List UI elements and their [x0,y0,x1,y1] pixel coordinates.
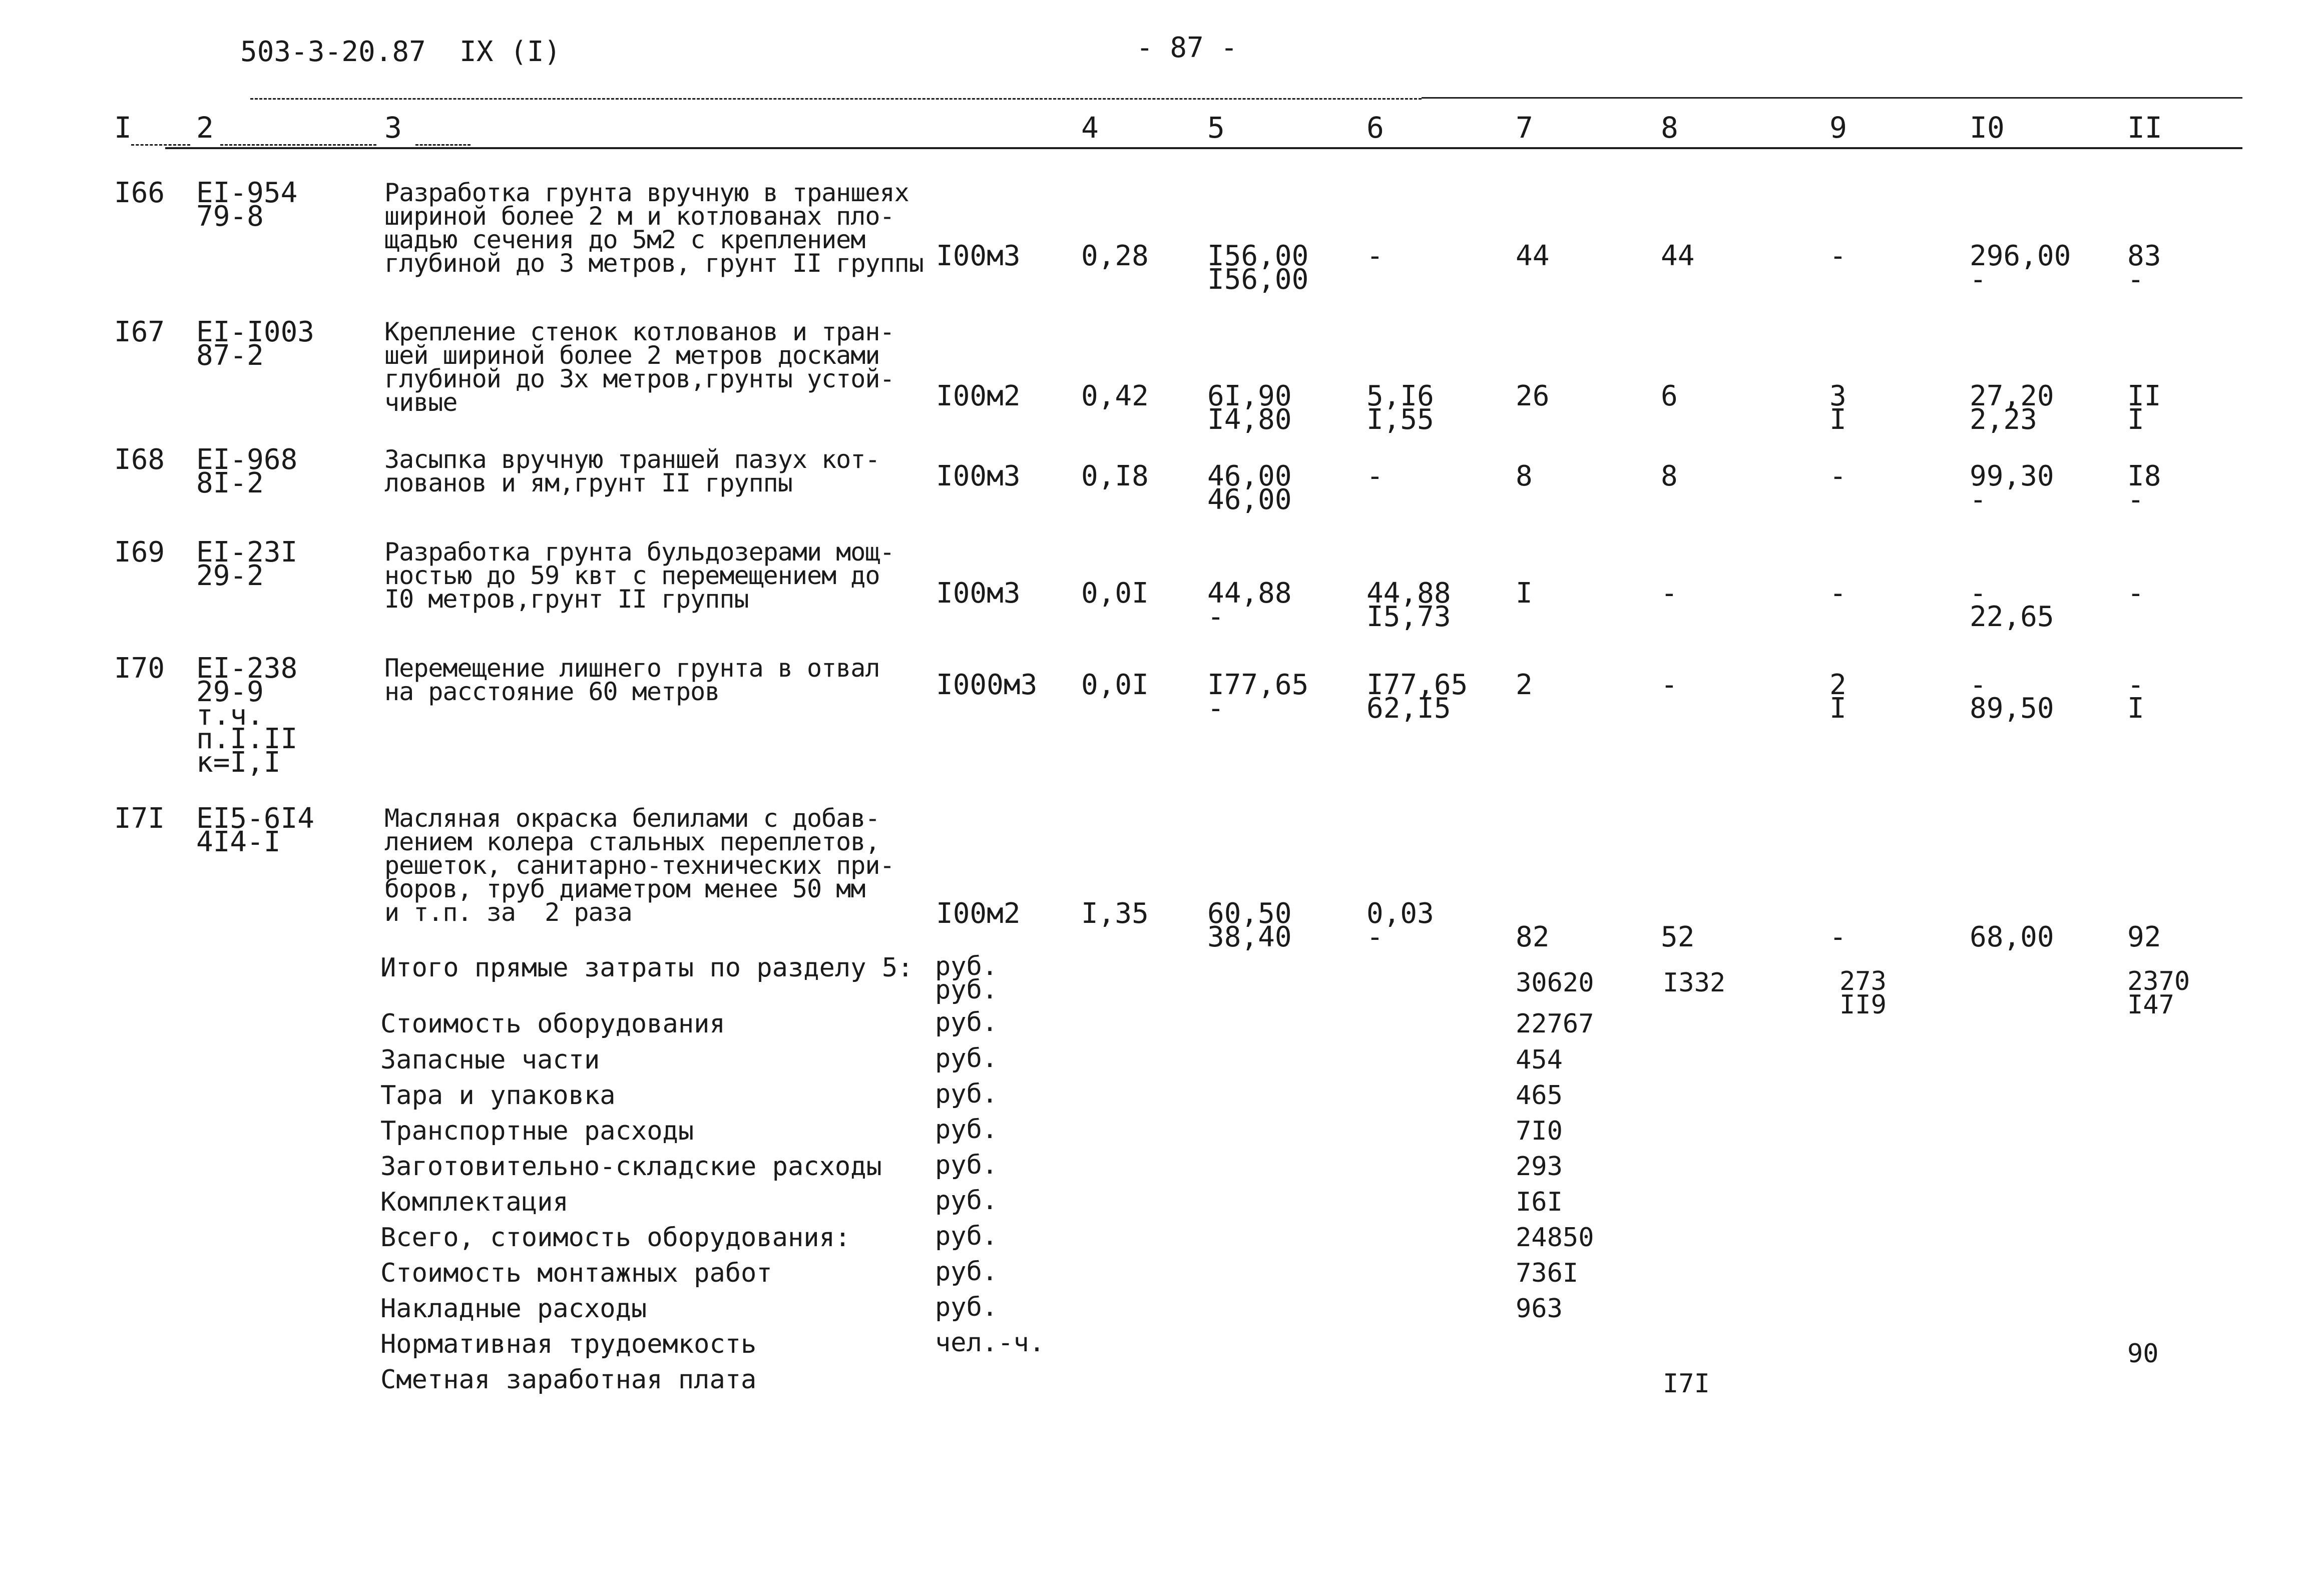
summary-total: 465 [1516,1081,1563,1111]
work-description: Засыпка вручную траншей пазух кот- лованов и ям,грунт II группы [384,445,880,497]
quantity: 0,42 [1081,380,1149,412]
work-description: Масляная окраска белилами с добав- лением колера стальных переплетов, решеток, санитарно-технических при- боров, труб диаметром менее 50 мм и т.п. за 2 раза [384,804,894,927]
unit-cost: 44,88 - [1207,577,1292,633]
total-cost: 8 [1516,460,1533,492]
labor-total: 92 [2127,921,2161,953]
summary-unit: руб. [935,1150,998,1180]
labor-total: - I [2127,669,2144,725]
rate-code: EI-23I 29-2 [196,536,298,592]
machine-cost: - [1366,460,1383,492]
unit-cost: 60,50 38,40 [1207,897,1292,953]
column-number-7: 7 [1516,111,1533,145]
column-number-4: 4 [1081,111,1099,145]
column-number-10: I0 [1970,111,2005,145]
column-number-5: 5 [1207,111,1225,145]
summary-total: 736I [1516,1258,1579,1288]
unit-of-measure: I00м3 [936,460,1021,492]
row-number: I66 [114,177,165,209]
summary-label: Сметная заработная плата [380,1365,757,1395]
summary-unit: руб. [935,1292,998,1322]
row-number: I69 [114,536,165,569]
summary-label: Запасные части [380,1045,600,1075]
header-bottom-rule [165,147,2242,149]
labor-total: I8 - [2127,460,2161,516]
wages-cost: 52 [1661,921,1695,953]
summary-label: Накладные расходы [380,1294,647,1324]
top-rule-dashed [250,98,1422,100]
summary-total: 454 [1516,1045,1563,1075]
column-number-9: 9 [1829,111,1847,145]
work-description: Разработка грунта вручную в траншеях шириной более 2 м и котлованах пло- щадью сечения до 5м2 с креплением глубиной до 3 метров, грунт II группы [384,178,924,278]
machine-total: 2 I [1829,669,1847,725]
work-description: Перемещение лишнего грунта в отвал на расстояние 60 метров [384,654,880,706]
total-cost: 26 [1516,380,1550,412]
summary-label: Стоимость оборудования [380,1009,725,1039]
summary-unit: руб. [935,1221,998,1251]
summary-wages: I7I [1663,1369,1710,1399]
column-number-2: 2 [196,111,214,145]
summary-unit: руб. [935,1043,998,1074]
machine-total: 3 I [1829,380,1847,436]
top-rule [1422,97,2242,99]
summary-label: Стоимость монтажных работ [380,1258,772,1288]
quantity: 0,0I [1081,669,1149,701]
summary-total: 22767 [1516,1009,1594,1039]
row-number: I68 [114,443,165,476]
labor-per-unit: 27,20 2,23 [1970,380,2054,436]
total-cost: 82 [1516,921,1550,953]
summary-total: 24850 [1516,1223,1594,1253]
row-number: I70 [114,652,165,685]
machine-total: - [1829,921,1847,953]
work-description: Крепление стенок котлованов и тран- шей шириной более 2 метров досками глубиной до 3х метров,грунты устой- чивые [384,317,894,417]
header-leader-1 [131,144,190,146]
rate-code: EI5-6I4 4I4-I [196,802,315,858]
wages-cost: 6 [1661,380,1678,412]
section-label: IX (I) [459,36,561,68]
unit-of-measure: I00м3 [936,240,1021,272]
row-number: I67 [114,316,165,348]
machine-cost: 5,I6 I,55 [1366,380,1434,436]
machine-total: - [1829,240,1847,272]
wages-cost: - [1661,669,1678,701]
summary-unit: чел.-ч. [935,1328,1045,1358]
summary-unit: руб. [935,1186,998,1216]
total-cost: 44 [1516,240,1550,272]
unit-of-measure: I00м2 [936,380,1021,412]
summary-label: Нормативная трудоемкость [380,1329,757,1359]
machine-cost: I77,65 62,I5 [1366,669,1468,725]
header-leader-2 [220,144,376,146]
machine-cost: 0,03 - [1366,897,1434,953]
rate-code: EI-954 79-8 [196,177,298,233]
quantity: 0,I8 [1081,460,1149,492]
summary-total: 293 [1516,1152,1563,1182]
machine-total: - [1829,577,1847,610]
column-number-8: 8 [1661,111,1678,145]
unit-of-measure: I00м2 [936,897,1021,930]
summary-total: I6I [1516,1187,1563,1217]
labor-total: - [2127,577,2144,610]
summary-total: 7I0 [1516,1116,1563,1146]
labor-per-unit: 99,30 - [1970,460,2054,516]
unit-of-measure: I000м3 [936,669,1038,701]
labor-per-unit: - 22,65 [1970,577,2054,633]
summary-wages: I332 [1663,968,1726,998]
rate-code: EI-968 8I-2 [196,443,298,499]
wages-cost: 8 [1661,460,1678,492]
summary-unit: руб. [935,1115,998,1145]
quantity: 0,0I [1081,577,1149,610]
column-number-11: II [2127,111,2162,145]
summary-label: Итого прямые затраты по разделу 5: [380,953,913,983]
summary-label: Комплектация [380,1187,569,1217]
wages-cost: - [1661,577,1678,610]
total-cost: I [1516,577,1533,610]
wages-cost: 44 [1661,240,1695,272]
summary-unit: руб. руб. [935,951,998,1005]
unit-cost: I56,00 I56,00 [1207,240,1309,296]
summary-label: Тара и упаковка [380,1081,616,1111]
machine-cost: - [1366,240,1383,272]
labor-per-unit: 68,00 [1970,921,2054,953]
unit-cost: I77,65 - [1207,669,1309,725]
summary-total: 963 [1516,1294,1563,1324]
summary-label: Заготовительно-складские расходы [380,1152,882,1182]
column-number-1: I [114,111,132,145]
unit-cost: 46,00 46,00 [1207,460,1292,516]
total-cost: 2 [1516,669,1533,701]
summary-unit: руб. [935,1007,998,1037]
summary-unit: руб. [935,1079,998,1109]
summary-machine: 273 II9 [1839,966,1887,1020]
rate-code: EI-238 29-9 т.ч. п.I.II к=I,I [196,652,298,779]
summary-label: Транспортные расходы [380,1116,694,1146]
rate-code: EI-I003 87-2 [196,316,315,372]
labor-total: 83 - [2127,240,2161,296]
unit-cost: 6I,90 I4,80 [1207,380,1292,436]
doc-code: 503-3-20.87 [240,36,426,68]
quantity: 0,28 [1081,240,1149,272]
row-number: I7I [114,802,165,835]
machine-cost: 44,88 I5,73 [1366,577,1451,633]
unit-of-measure: I00м3 [936,577,1021,610]
summary-label: Всего, стоимость оборудования: [380,1223,851,1253]
header-leader-3 [415,144,471,146]
quantity: I,35 [1081,897,1149,930]
column-number-6: 6 [1366,111,1384,145]
summary-unit: руб. [935,1257,998,1287]
labor-total: II I [2127,380,2161,436]
summary-total: 30620 [1516,968,1594,998]
labor-per-unit: - 89,50 [1970,669,2054,725]
column-number-3: 3 [384,111,402,145]
summary-labor: 90 [2127,1339,2159,1369]
labor-per-unit: 296,00 - [1970,240,2071,296]
work-description: Разработка грунта бульдозерами мощ- ностью до 59 квт с перемещением до I0 метров,грунт II группы [384,538,894,614]
machine-total: - [1829,460,1847,492]
page-number: - 87 - [1136,32,1238,64]
summary-labor: 2370 I47 [2127,966,2190,1020]
